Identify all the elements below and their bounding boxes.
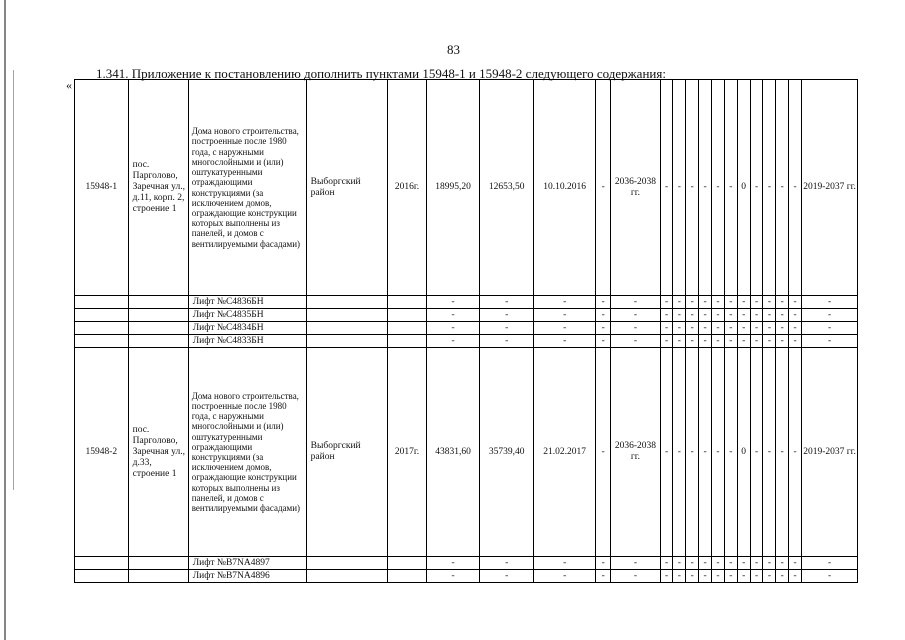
lift-dash-cell: - [712,322,725,335]
record-work-cell: - [673,348,686,557]
record-work-cell: - [750,348,763,557]
record-work-cell: - [763,80,776,296]
scan-edge-line-2 [13,70,14,490]
lift-dash-cell: - [750,322,763,335]
lift-dash-cell: - [480,570,534,583]
lift-dash-cell: - [737,309,750,322]
lift-dash-cell: - [480,309,534,322]
record-work-cell: - [712,348,725,557]
lift-empty-cell [306,557,388,570]
record-date: 21.02.2017 [534,348,596,557]
lift-dash-cell: - [712,296,725,309]
lift-dash-cell: - [763,322,776,335]
record-dash: - [596,348,611,557]
lift-dash-cell: - [776,335,789,348]
lift-dash-cell: - [480,296,534,309]
lift-dash-cell: - [737,335,750,348]
record-work-cell: - [763,348,776,557]
lift-dash-cell: - [673,296,686,309]
lift-dash-cell: - [724,570,737,583]
record-period1: 2036-2038 гг. [611,348,660,557]
lift-dash-cell: - [789,322,802,335]
lift-dash-cell: - [660,557,673,570]
lift-dash-cell: - [776,570,789,583]
record-address: пос. Парголово, Заречная ул., д.11, корп. 2, строение 1 [128,80,188,296]
lift-dash-cell: - [776,296,789,309]
lift-dash-cell: - [611,296,660,309]
lift-dash-cell: - [802,335,858,348]
lift-dash-cell: - [763,335,776,348]
lift-dash-cell: - [534,570,596,583]
lift-empty-cell [388,570,427,583]
lift-dash-cell: - [712,557,725,570]
lift-dash-cell: - [534,322,596,335]
record-area-living: 12653,50 [480,80,534,296]
record-category: Дома нового строительства, построенные после 1980 года, с наружными многослойными и (или) оштукатуренными отраждающими конструкциями (за исключением домов, ограждающие конструкции которых выполнены из панелей, и домов с вентилируемыми фасадами) [188,80,306,296]
lift-dash-cell: - [750,557,763,570]
record-row [75,80,858,296]
lift-empty-cell [388,309,427,322]
lift-row [75,309,858,322]
record-work-cell: - [699,80,712,296]
record-work-cell: - [724,80,737,296]
lift-dash-cell: - [673,309,686,322]
lift-dash-cell: - [426,322,480,335]
lift-dash-cell: - [596,335,611,348]
lift-label: Лифт №С4833БН [188,335,306,348]
record-period2: 2019-2037 гг. [802,80,858,296]
lift-empty-cell [388,557,427,570]
lift-empty-cell [75,309,129,322]
record-id: 15948-1 [75,80,129,296]
lift-dash-cell: - [673,570,686,583]
record-work-cell: - [712,80,725,296]
lift-empty-cell [128,296,188,309]
lift-empty-cell [128,309,188,322]
lift-dash-cell: - [763,309,776,322]
lift-dash-cell: - [611,557,660,570]
record-work-cell: - [776,80,789,296]
lift-dash-cell: - [673,322,686,335]
record-period1: 2036-2038 гг. [611,80,660,296]
opening-quote: « [66,78,72,92]
record-work-cell: 0 [737,80,750,296]
record-address: пос. Парголово, Заречная ул., д.33, строение 1 [128,348,188,557]
lift-empty-cell [75,296,129,309]
lift-row [75,335,858,348]
lift-dash-cell: - [686,309,699,322]
lift-dash-cell: - [699,570,712,583]
lift-dash-cell: - [737,322,750,335]
lift-dash-cell: - [686,296,699,309]
lift-dash-cell: - [611,570,660,583]
record-work-cell: - [686,80,699,296]
lift-dash-cell: - [534,557,596,570]
lift-dash-cell: - [673,335,686,348]
record-period2: 2019-2037 гг. [802,348,858,557]
lift-dash-cell: - [737,296,750,309]
record-district: Выборгский район [306,348,388,557]
lift-row [75,557,858,570]
lift-dash-cell: - [534,296,596,309]
lift-empty-cell [75,335,129,348]
lift-dash-cell: - [596,570,611,583]
lift-empty-cell [306,296,388,309]
record-id: 15948-2 [75,348,129,557]
lift-dash-cell: - [660,570,673,583]
lift-dash-cell: - [480,557,534,570]
lift-empty-cell [75,322,129,335]
lift-dash-cell: - [776,309,789,322]
lift-dash-cell: - [699,322,712,335]
lift-dash-cell: - [737,570,750,583]
lift-empty-cell [128,335,188,348]
lift-empty-cell [128,322,188,335]
lift-dash-cell: - [699,296,712,309]
page-number: 83 [447,42,460,57]
record-work-cell: - [789,348,802,557]
lift-dash-cell: - [426,335,480,348]
record-area-total: 18995,20 [426,80,480,296]
lift-dash-cell: - [724,296,737,309]
lift-dash-cell: - [802,557,858,570]
lift-label: Лифт №В7NA4897 [188,557,306,570]
lift-dash-cell: - [480,322,534,335]
lift-dash-cell: - [596,309,611,322]
lift-row [75,322,858,335]
lift-dash-cell: - [750,335,763,348]
lift-empty-cell [306,309,388,322]
lift-dash-cell: - [789,309,802,322]
record-year: 2017г. [388,348,427,557]
lift-label: Лифт №С4834БН [188,322,306,335]
lift-dash-cell: - [763,296,776,309]
lift-dash-cell: - [802,296,858,309]
record-year: 2016г. [388,80,427,296]
lift-dash-cell: - [776,557,789,570]
lift-dash-cell: - [712,570,725,583]
lift-dash-cell: - [737,557,750,570]
lift-dash-cell: - [660,335,673,348]
lift-dash-cell: - [611,309,660,322]
record-work-cell: - [724,348,737,557]
lift-row [75,570,858,583]
lift-dash-cell: - [789,570,802,583]
record-district: Выборгский район [306,80,388,296]
record-work-cell: - [776,348,789,557]
lift-label: Лифт №С4836БН [188,296,306,309]
lift-dash-cell: - [686,557,699,570]
lift-dash-cell: - [611,322,660,335]
record-category: Дома нового строительства, построенные после 1980 года, с наружными многослойными и (или) оштукатуренными ограждающими конструкциями (за исключением домов, ограждающие конструкции которых выполнены из панелей, и домов с вентилируемыми фасадами) [188,348,306,557]
scan-edge-line [4,0,6,640]
lift-dash-cell: - [750,296,763,309]
record-row [75,348,858,557]
record-dash: - [596,80,611,296]
lift-dash-cell: - [712,335,725,348]
record-work-cell: - [750,80,763,296]
lift-dash-cell: - [763,557,776,570]
lift-empty-cell [306,570,388,583]
lift-empty-cell [128,570,188,583]
lift-dash-cell: - [789,335,802,348]
lift-dash-cell: - [686,335,699,348]
lift-dash-cell: - [426,557,480,570]
record-work-cell: - [699,348,712,557]
lift-dash-cell: - [802,322,858,335]
amendment-heading: 1.341. Приложение к постановлению дополнить пунктами 15948-1 и 15948-2 следующего содержания: [96,66,666,81]
lift-dash-cell: - [686,570,699,583]
lift-dash-cell: - [750,570,763,583]
lift-dash-cell: - [660,296,673,309]
record-work-cell: - [660,348,673,557]
lift-row [75,296,858,309]
lift-empty-cell [388,322,427,335]
lift-dash-cell: - [596,322,611,335]
lift-dash-cell: - [763,570,776,583]
record-area-living: 35739,40 [480,348,534,557]
lift-dash-cell: - [712,309,725,322]
record-work-cell: - [673,80,686,296]
lift-dash-cell: - [802,309,858,322]
lift-dash-cell: - [480,335,534,348]
lift-dash-cell: - [596,296,611,309]
record-area-total: 43831,60 [426,348,480,557]
lift-dash-cell: - [426,309,480,322]
record-date: 10.10.2016 [534,80,596,296]
lift-dash-cell: - [724,309,737,322]
lift-dash-cell: - [426,296,480,309]
lift-dash-cell: - [789,557,802,570]
lift-dash-cell: - [699,309,712,322]
lift-dash-cell: - [699,335,712,348]
record-work-cell: - [789,80,802,296]
lift-dash-cell: - [802,570,858,583]
lift-dash-cell: - [724,322,737,335]
lift-dash-cell: - [789,296,802,309]
lift-dash-cell: - [724,335,737,348]
lift-dash-cell: - [426,570,480,583]
lift-dash-cell: - [750,309,763,322]
lift-empty-cell [388,335,427,348]
lift-empty-cell [75,557,129,570]
lift-dash-cell: - [660,322,673,335]
lift-empty-cell [388,296,427,309]
record-work-cell: 0 [737,348,750,557]
lift-dash-cell: - [673,557,686,570]
lift-label: Лифт №В7NA4896 [188,570,306,583]
lift-dash-cell: - [534,335,596,348]
lift-dash-cell: - [686,322,699,335]
lift-dash-cell: - [534,309,596,322]
record-work-cell: - [686,348,699,557]
lift-dash-cell: - [660,309,673,322]
lift-label: Лифт №С4835БН [188,309,306,322]
lift-dash-cell: - [776,322,789,335]
lift-dash-cell: - [699,557,712,570]
lift-empty-cell [306,335,388,348]
lift-dash-cell: - [611,335,660,348]
record-work-cell: - [660,80,673,296]
lift-dash-cell: - [724,557,737,570]
lift-empty-cell [128,557,188,570]
lift-empty-cell [306,322,388,335]
lift-empty-cell [75,570,129,583]
housing-table [74,79,858,583]
lift-dash-cell: - [596,557,611,570]
